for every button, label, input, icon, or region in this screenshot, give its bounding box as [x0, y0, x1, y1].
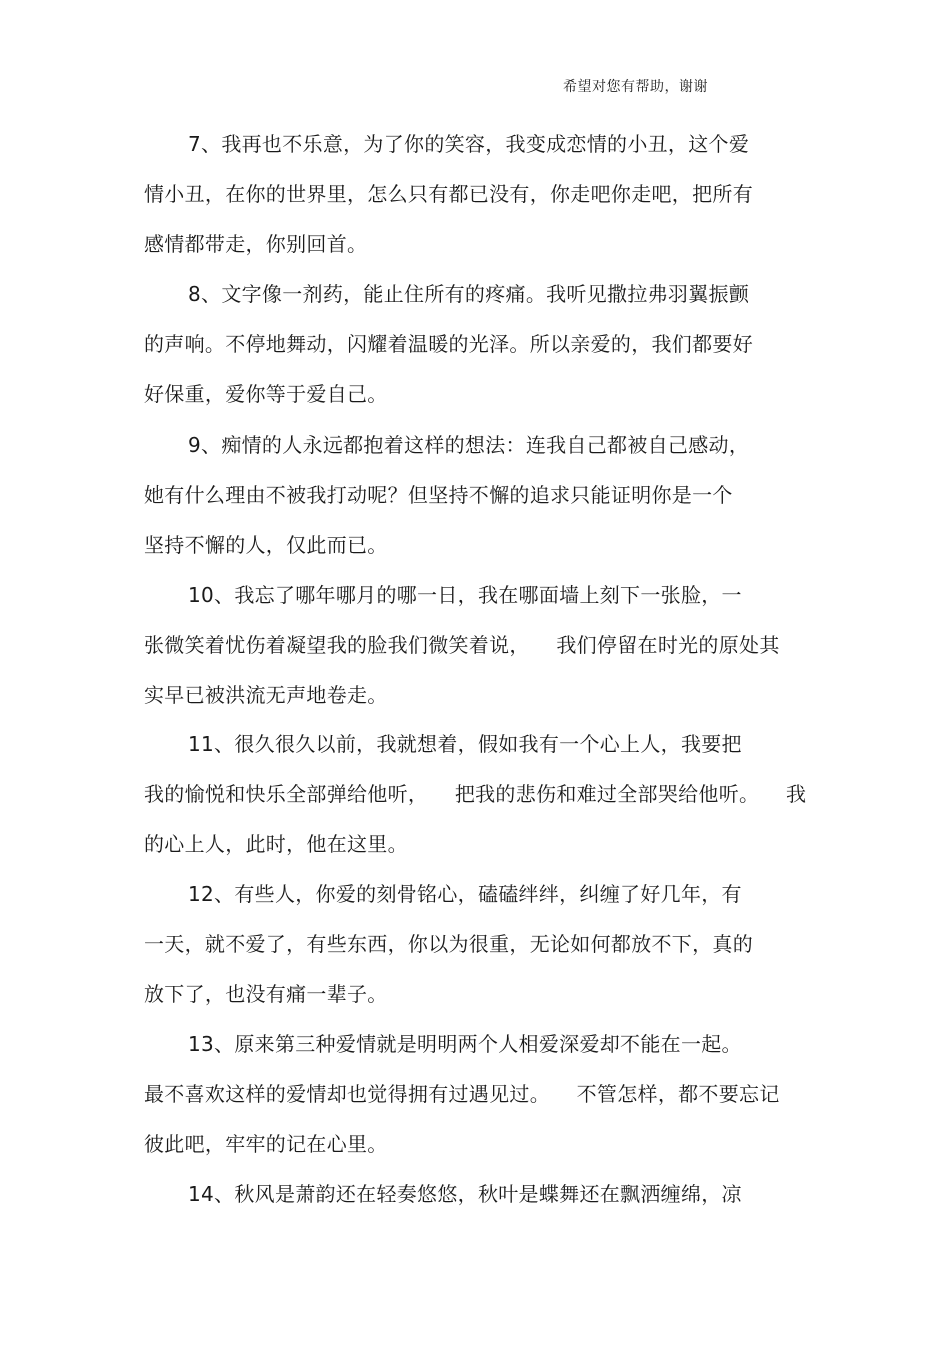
paragraph-8-line-3: 好保重，爱你等于爱自己。	[144, 382, 388, 406]
paragraph-11-line-2: 我的愉悦和快乐全部弹给他听， 把我的悲伤和难过全部哭给他听。 我	[144, 782, 807, 806]
paragraph-12-line-3: 放下了，也没有痛一辈子。	[144, 982, 388, 1006]
paragraph-14-line-1: 14、秋风是萧韵还在轻奏悠悠，秋叶是蝶舞还在飘洒缠绵，凉	[188, 1182, 742, 1206]
paragraph-13-line-3: 彼此吧，牢牢的记在心里。	[144, 1132, 388, 1156]
paragraph-13-line-1: 13、原来第三种爱情就是明明两个人相爱深爱却不能在一起。	[188, 1032, 742, 1056]
paragraph-9-line-2: 她有什么理由不被我打动呢？但坚持不懈的追求只能证明你是一个	[144, 483, 733, 507]
paragraph-10-line-1: 10、我忘了哪年哪月的哪一日，我在哪面墙上刻下一张脸，一	[188, 583, 742, 607]
paragraph-13-line-2: 最不喜欢这样的爱情却也觉得拥有过遇见过。 不管怎样，都不要忘记	[144, 1082, 780, 1106]
paragraph-7-line-2: 情小丑，在你的世界里，怎么只有都已没有，你走吧你走吧，把所有	[144, 182, 753, 206]
paragraph-8-line-1: 8、文字像一剂药，能止住所有的疼痛。我听见撒拉弗羽翼振颤	[188, 282, 750, 306]
paragraph-9-line-3: 坚持不懈的人，仅此而已。	[144, 533, 388, 557]
paragraph-9-line-1: 9、痴情的人永远都抱着这样的想法：连我自己都被自己感动，	[188, 433, 750, 457]
paragraph-11-line-1: 11、很久很久以前，我就想着，假如我有一个心上人，我要把	[188, 732, 742, 756]
paragraph-7-line-1: 7、我再也不乐意，为了你的笑容，我变成恋情的小丑，这个爱	[188, 132, 750, 156]
paragraph-12-line-1: 12、有些人，你爱的刻骨铭心，磕磕绊绊，纠缠了好几年，有	[188, 882, 742, 906]
paragraph-11-line-3: 的心上人，此时，他在这里。	[144, 832, 408, 856]
page-header: 希望对您有帮助，谢谢	[563, 79, 708, 95]
paragraph-8-line-2: 的声响。不停地舞动，闪耀着温暖的光泽。所以亲爱的，我们都要好	[144, 332, 753, 356]
paragraph-7-line-3: 感情都带走，你别回首。	[144, 232, 368, 256]
paragraph-10-line-2: 张微笑着忧伤着凝望我的脸我们微笑着说， 我们停留在时光的原处其	[144, 633, 780, 657]
paragraph-10-line-3: 实早已被洪流无声地卷走。	[144, 683, 388, 707]
paragraph-12-line-2: 一天，就不爱了，有些东西，你以为很重，无论如何都放不下，真的	[144, 932, 753, 956]
